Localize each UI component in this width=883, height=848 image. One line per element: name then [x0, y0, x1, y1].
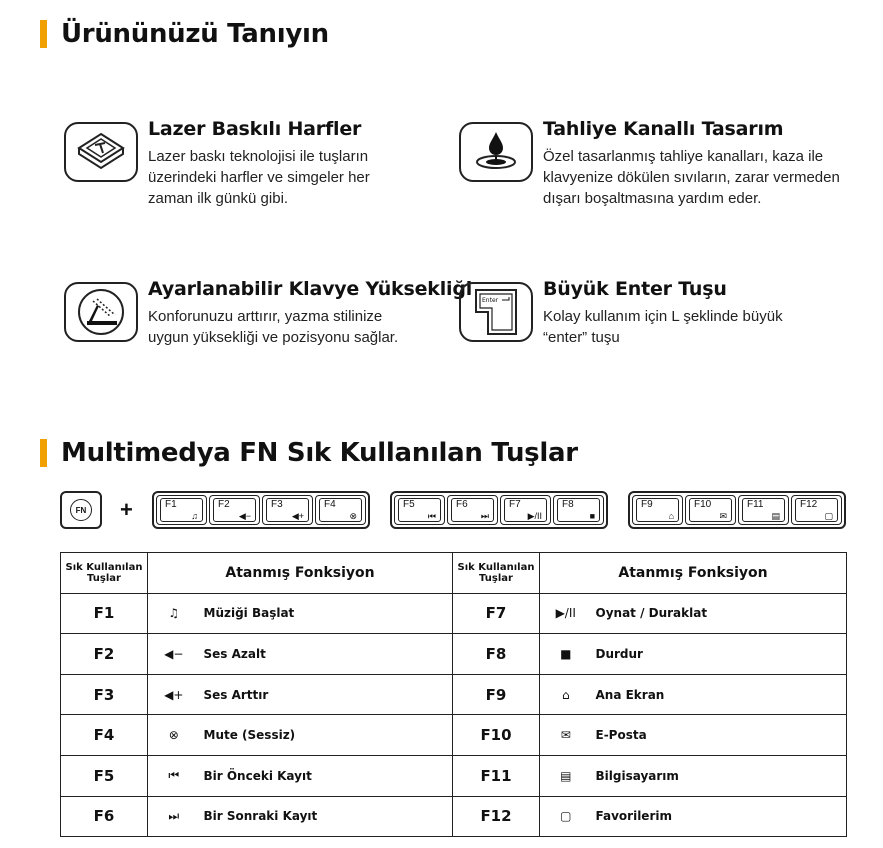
accent-bar: [40, 20, 47, 48]
function-cell: Oynat / Duraklat: [592, 593, 847, 634]
function-cell: Favorilerim: [592, 796, 847, 837]
function-cell: Müziği Başlat: [200, 593, 453, 634]
fkey: F9 ⌂: [632, 495, 683, 525]
function-cell: Bir Önceki Kayıt: [200, 755, 453, 796]
previous-track-icon: ⏮: [148, 755, 200, 796]
feature-big-enter-key: [459, 278, 783, 348]
feature-description: Konforunuzu arttırır, yazma stilinize uygun yüksekliği ve pozisyonu sağlar.: [148, 308, 399, 346]
fn-key-row: [60, 491, 850, 531]
enter-key-icon: [459, 282, 533, 342]
home-icon: ⌂: [540, 674, 592, 715]
favorites-icon: ▢: [824, 511, 833, 521]
email-icon: ✉: [719, 511, 727, 521]
section-title-text: Ürününüzü Tanıyın: [61, 19, 329, 49]
function-cell: Ana Ekran: [592, 674, 847, 715]
function-cell: Ses Arttır: [200, 674, 453, 715]
fn-function-table: [60, 552, 847, 837]
key-cell: F7: [453, 593, 540, 634]
feature-description: Kolay kullanım için L şeklinde büyük “enter” tuşu: [543, 308, 783, 346]
table-row: [61, 593, 847, 634]
stop-icon: ■: [589, 511, 595, 521]
table-row: [61, 674, 847, 715]
music-icon: ♫: [191, 511, 198, 521]
key-cell: F3: [61, 674, 148, 715]
mute-icon: ⊗: [349, 511, 357, 521]
fkey-group-1: [152, 491, 370, 529]
previous-track-icon: ⏮: [427, 511, 436, 521]
feature-description: Özel tasarlanmış tahliye kanalları, kaza ile klavyenize dökülen sıvıların, zarar vermeden dışarı boşaltmasına yardım eder.: [543, 148, 840, 207]
accent-bar: [40, 439, 47, 467]
feature-drainage-channel: [459, 118, 840, 209]
liquid-drop-icon: [459, 122, 533, 182]
header-key: Sık Kullanılan Tuşlar: [61, 553, 148, 594]
function-cell: E-Posta: [592, 715, 847, 756]
feature-description: Lazer baskı teknolojisi ile tuşların üzerindeki harfler ve simgeler her zaman ilk günkü gibi.: [148, 148, 370, 207]
section-title-product: [40, 19, 329, 49]
volume-up-icon: ◀+: [148, 674, 200, 715]
function-cell: Durdur: [592, 634, 847, 675]
feature-adjustable-height: [64, 278, 472, 348]
table-row: [61, 755, 847, 796]
key-cell: F6: [61, 796, 148, 837]
enter-key-label: Enter: [482, 297, 499, 304]
mute-icon: ⊗: [148, 715, 200, 756]
fkey: F1 ♫: [156, 495, 207, 525]
fkey: F3 ◀+: [262, 495, 313, 525]
section-title-multimedia: [40, 438, 578, 468]
function-cell: Ses Azalt: [200, 634, 453, 675]
table-row: [61, 715, 847, 756]
next-track-icon: ⏭: [148, 796, 200, 837]
table-row: [61, 796, 847, 837]
computer-icon: ▤: [540, 755, 592, 796]
key-cell: F12: [453, 796, 540, 837]
function-cell: Mute (Sessiz): [200, 715, 453, 756]
play-pause-icon: ▶/II: [527, 511, 542, 521]
keycap-icon: [64, 122, 138, 182]
key-cell: F8: [453, 634, 540, 675]
header-function: Atanmış Fonksiyon: [540, 553, 847, 594]
fkey-group-2: [390, 491, 608, 529]
table-header: [61, 553, 847, 594]
stop-icon: ■: [540, 634, 592, 675]
fkey: F5 ⏮: [394, 495, 445, 525]
key-cell: F5: [61, 755, 148, 796]
volume-down-icon: ◀−: [148, 634, 200, 675]
key-cell: F9: [453, 674, 540, 715]
music-icon: ♫: [148, 593, 200, 634]
plus-sign: +: [120, 497, 133, 522]
fkey: F11 ▤: [738, 495, 789, 525]
fkey: F2 ◀−: [209, 495, 260, 525]
next-track-icon: ⏭: [480, 511, 489, 521]
feature-title: Lazer Baskılı Harfler: [148, 118, 362, 140]
keyboard-tilt-icon: [64, 282, 138, 342]
key-cell: F11: [453, 755, 540, 796]
fkey: F6 ⏭: [447, 495, 498, 525]
section-title-text: Multimedya FN Sık Kullanılan Tuşlar: [61, 438, 578, 468]
favorites-icon: ▢: [540, 796, 592, 837]
fn-key: FN: [60, 491, 102, 529]
function-cell: Bir Sonraki Kayıt: [200, 796, 453, 837]
header-key: Sık Kullanılan Tuşlar: [453, 553, 540, 594]
computer-icon: ▤: [771, 511, 780, 521]
key-cell: F10: [453, 715, 540, 756]
email-icon: ✉: [540, 715, 592, 756]
feature-title: Tahliye Kanallı Tasarım: [543, 118, 784, 140]
feature-laser-print: [64, 118, 370, 209]
function-cell: Bilgisayarım: [592, 755, 847, 796]
home-icon: ⌂: [668, 511, 674, 521]
fkey: F10 ✉: [685, 495, 736, 525]
volume-down-icon: ◀−: [238, 511, 251, 521]
fkey: F8 ■: [553, 495, 604, 525]
key-cell: F4: [61, 715, 148, 756]
fkey-group-3: [628, 491, 846, 529]
feature-title: Ayarlanabilir Klavye Yüksekliği: [148, 278, 473, 300]
fkey: F12 ▢: [791, 495, 842, 525]
header-function: Atanmış Fonksiyon: [148, 553, 453, 594]
fkey: F4 ⊗: [315, 495, 366, 525]
fkey: F7 ▶/II: [500, 495, 551, 525]
play-pause-icon: ▶/II: [540, 593, 592, 634]
volume-up-icon: ◀+: [291, 511, 304, 521]
key-cell: F2: [61, 634, 148, 675]
feature-title: Büyük Enter Tuşu: [543, 278, 727, 300]
key-cell: F1: [61, 593, 148, 634]
table-row: [61, 634, 847, 675]
